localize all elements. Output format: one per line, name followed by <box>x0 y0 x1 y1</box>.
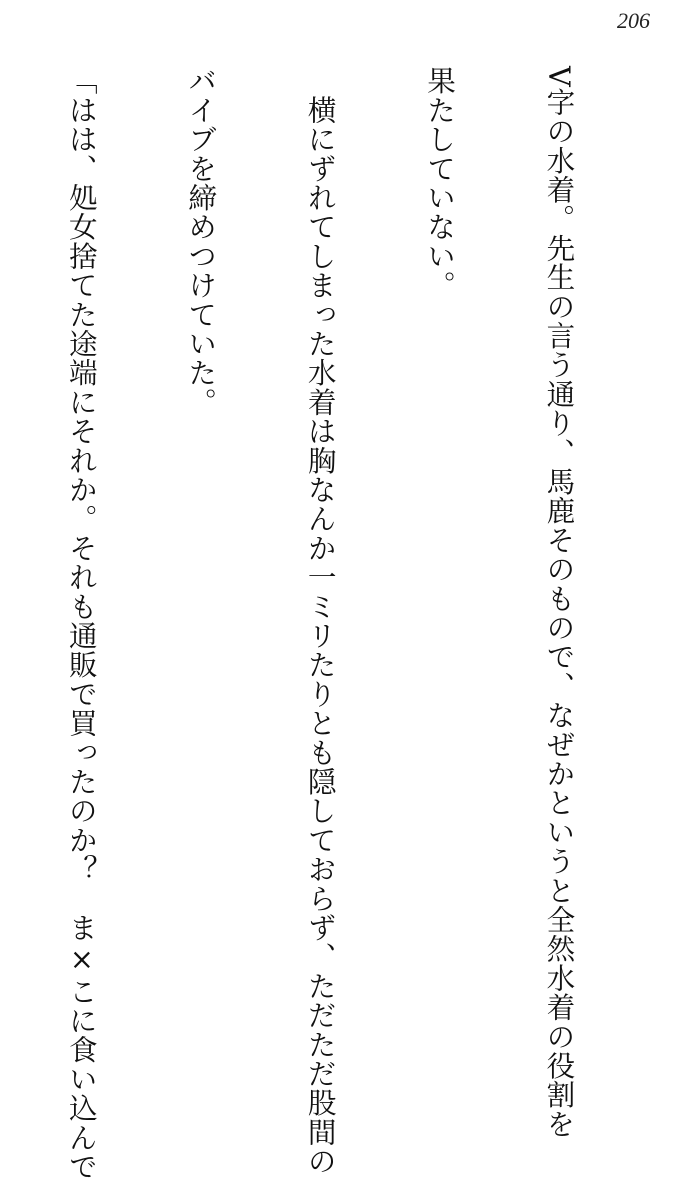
text-line: バイブを締めつけていた。 <box>184 66 219 417</box>
novel-text-body <box>0 66 658 1181</box>
page-number: 206 <box>617 8 650 33</box>
text-line: 横にずれてしまった水着は胸なんか一ミリたりとも隠しておらず、ただただ股間の <box>303 66 338 1176</box>
text-line: 果たしていない。 <box>423 66 458 300</box>
text-line: V字の水着。先生の言う通り、馬鹿そのもので、なぜかというと全然水着の役割を <box>542 66 577 1139</box>
text-line: 「はは、処女捨てた途端にそれか。それも通販で買ったのか？ ま×こに食い込んで <box>64 66 99 1181</box>
